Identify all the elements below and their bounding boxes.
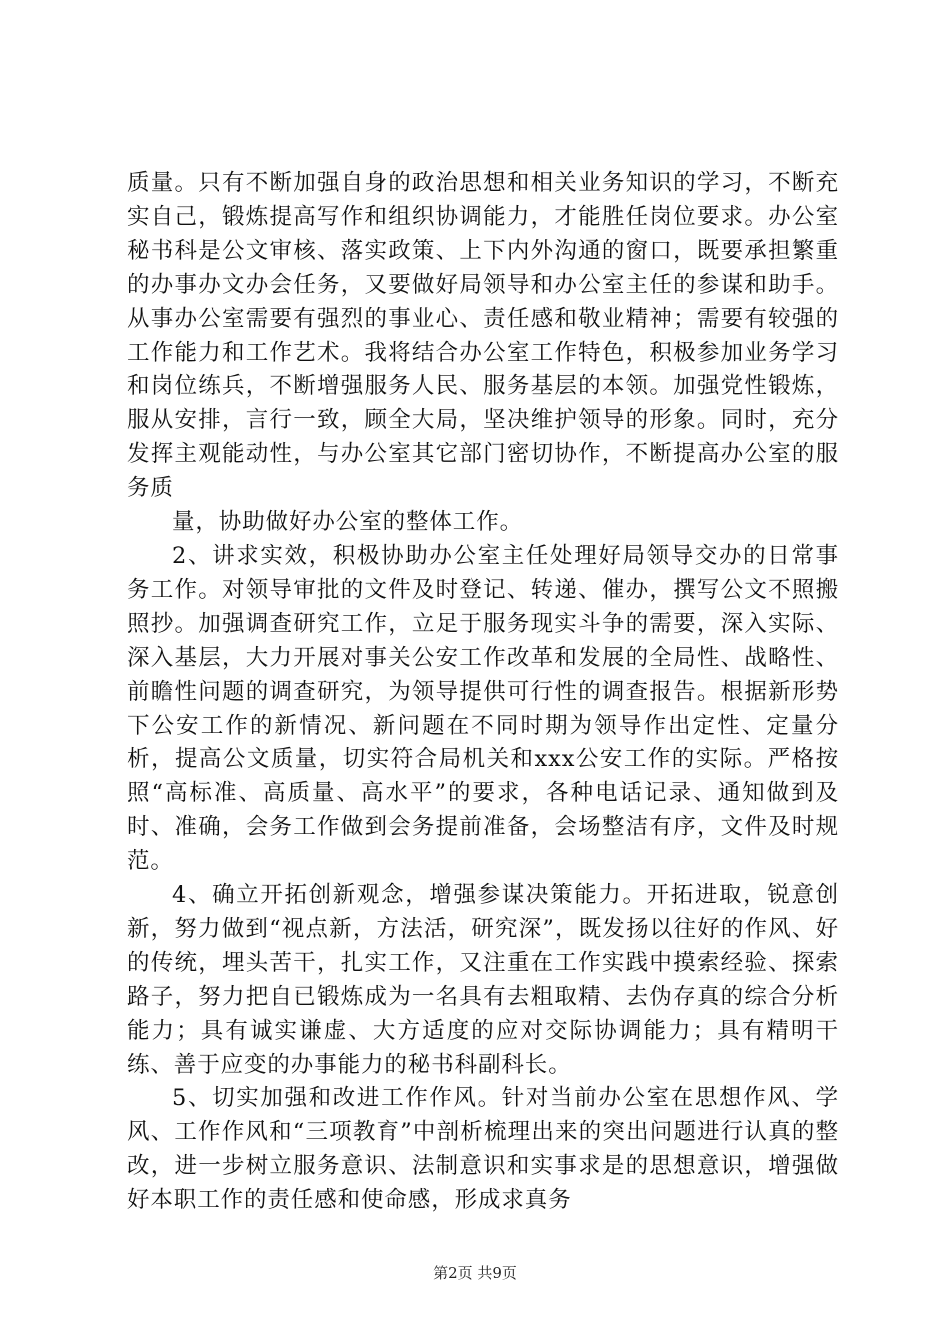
paragraph-item-2: 2、讲求实效，积极协助办公室主任处理好局领导交办的日常事务工作。对领导审批的文件及时登记、转递、催办，撰写公文不照搬照抄。加强调查研究工作，立足于服务现实斗争的需要，深入实际、深入基层，大力开展对事关公安工作改革和发展的全局性、战略性、前瞻性问题的调查研究，为领导提供可行性的调查报告。根据新形势下公安工作的新情况、新问题在不同时期为领导作出定性、定量分析，提高公文质量，切实符合局机关和xxx公安工作的实际。严格按照“高标准、高质量、高水平”的要求，各种电话记录、通知做到及时、准确，会务工作做到会务提前准备，会场整洁有序，文件及时规范。 xyxy=(127,542,839,875)
paragraph-item-4: 4、确立开拓创新观念，增强参谋决策能力。开拓进取，锐意创新，努力做到“视点新，方法活，研究深”，既发扬以往好的作风、好的传统，埋头苦干，扎实工作，又注重在工作实践中摸索经验、探索路子，努力把自已锻炼成为一名具有去粗取精、去伪存真的综合分析能力；具有诚实谦虚、大方适度的应对交际协调能力；具有精明干练、善于应变的办事能力的秘书科副科长。 xyxy=(127,882,839,1078)
page-number-footer: 第2页 共9页 xyxy=(433,1264,517,1282)
paragraph-item-5: 5、切实加强和改进工作作风。针对当前办公室在思想作风、学风、工作作风和“三项教育”中剖析梳理出来的突出问题进行认真的整改，进一步树立服务意识、法制意识和实事求是的思想意识，增强做好本职工作的责任感和使命感，形成求真务 xyxy=(127,1085,839,1214)
document-body xyxy=(127,167,839,1218)
paragraph-continuation-end: 量，协助做好办公室的整体工作。 xyxy=(172,509,524,536)
paragraph-continuation: 质量。只有不断加强自身的政治思想和相关业务知识的学习，不断充实自己，锻炼提高写作和组织协调能力，才能胜任岗位要求。办公室秘书科是公文审核、落实政策、上下内外沟通的窗口，既要承担繁重的办事办文办会任务，又要做好局领导和办公室主任的参谋和助手。从事办公室需要有强烈的事业心、责任感和敬业精神；需要有较强的工作能力和工作艺术。我将结合办公室工作特色，积极参加业务学习和岗位练兵，不断增强服务人民、服务基层的本领。加强党性锻炼，服从安排，言行一致，顾全大局，坚决维护领导的形象。同时，充分发挥主观能动性，与办公室其它部门密切协作，不断提高办公室的服务质 xyxy=(127,170,839,502)
